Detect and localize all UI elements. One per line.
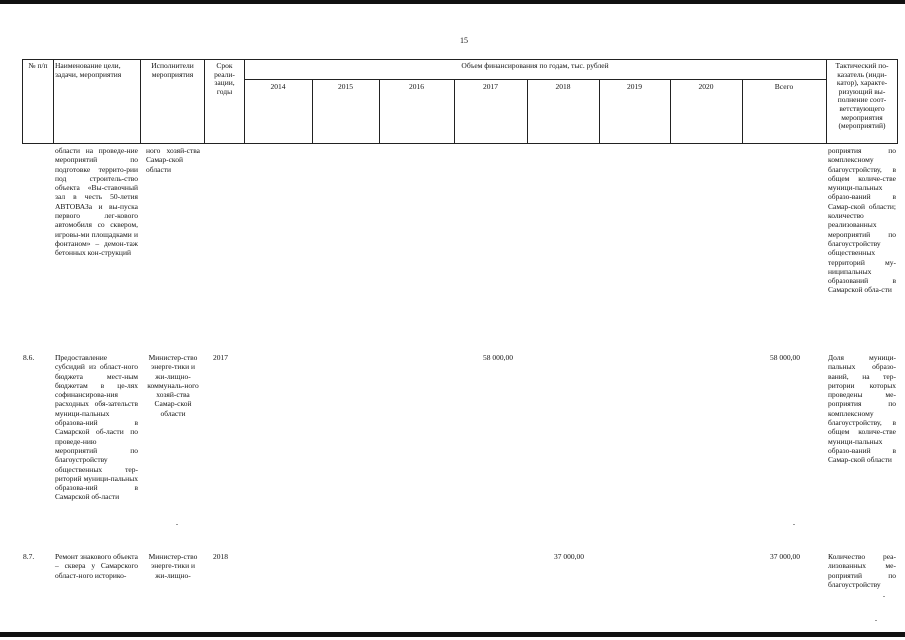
row-amount-total: 58 000,00 [770,353,800,362]
col-line [244,59,245,144]
years-divider-line [244,79,826,80]
row-amount-total: 37 000,00 [770,552,800,561]
row-indicator-cell: Количество реа-лизованных ме-роприятий по благоустройству [828,552,896,589]
col-header-number: № п/п [28,61,48,70]
year-2015: 2015 [338,82,353,91]
year-2017: 2017 [483,82,498,91]
col-line [53,59,54,144]
row-name-cell: Ремонт знакового объекта – сквера у Самарского област-ного историко- [55,552,138,580]
row-name-cell: Предоставление субсидий из област-ного бюджета мест-ным бюджетам в це-лях софинансирова-ния расходных обя-зательств муници-пальных образова-ний в Самарской об-ласти по проведе-нию мероприятий по благоустройству общественных тер-риторий муници-пальных образова-ний в Самарской об-ласти [55,353,138,502]
row-number: 8.7. [23,552,35,561]
row-number: 8.6. [23,353,35,362]
header-bottom-line [22,143,898,144]
header-top-line [22,59,898,60]
col-header-volume: Объем финансирования по годам, тыс. рублей [461,61,609,70]
row-term-cell: 2017 [213,353,228,362]
row-executor-cell: Министер-ство энерге-тики и жи-лищно- [148,552,198,580]
year-2018: 2018 [555,82,571,91]
col-header-indicator: Тактический по-казатель (инди-катор), характе-ризующий вы-полнение соот-ветствующего мероприятия (мероприятий) [835,61,889,131]
row-amount-2017: 58 000,00 [483,353,513,362]
row-term-cell: 2018 [213,552,228,561]
col-line [204,59,205,144]
top-border [0,0,905,4]
col-line [897,59,898,144]
col-header-term: Срок реали-зации, годы [214,61,235,96]
cont-indicator-cell: роприятия по комплексному благоустройству, в общем количе-стве муници-пальных образо-ваний в Самар-ской области; количество реализованных мероприятий по благоустройству общественных территорий му-ниципальных образований в Самарской обла-сти [828,146,896,295]
cont-executor-cell: ного хозяй-ства Самар-ской области [146,146,200,174]
col-header-executors: Исполнители мероприятия [151,61,194,79]
row-amount-2018: 37 000,00 [554,552,584,561]
col-line [140,59,141,144]
year-2016: 2016 [409,82,424,91]
scan-speck [875,620,877,621]
bottom-border [0,632,905,637]
scan-speck [176,524,178,525]
year-2020: 2020 [698,82,714,91]
col-line [22,59,23,144]
col-line [826,59,827,144]
col-header-name: Наименование цели, задачи, мероприятия [55,61,122,79]
year-2019: 2019 [627,82,642,91]
scan-speck [793,524,795,525]
row-indicator-cell: Доля муници-пальных образо-ваний, на тер-ритории которых проведены ме-роприятия по комплексному благоустройству, в общем количе-стве муници-пальных образо-ваний в Самар-ской области [828,353,896,465]
year-2014: 2014 [270,82,286,91]
scan-speck [883,596,885,597]
table-header [22,59,898,144]
cont-name-cell: области на проведе-ние мероприятий по подготовке террито-рии под строитель-ство объекта «Вы-ставочный зал в честь 50-летия АВТОВАЗа и вы-пуска первого лег-кового автомобиля со сквером, игровы-ми площадками и фонтаном» – демон-таж бетонных кон-струкций [55,146,138,258]
year-total: Всего [774,82,794,91]
page-number: 15 [460,36,468,45]
row-executor-cell: Министер-ство энерге-тики и жи-лищно-коммуналь-ного хозяй-ства Самар-ской области [147,353,199,418]
